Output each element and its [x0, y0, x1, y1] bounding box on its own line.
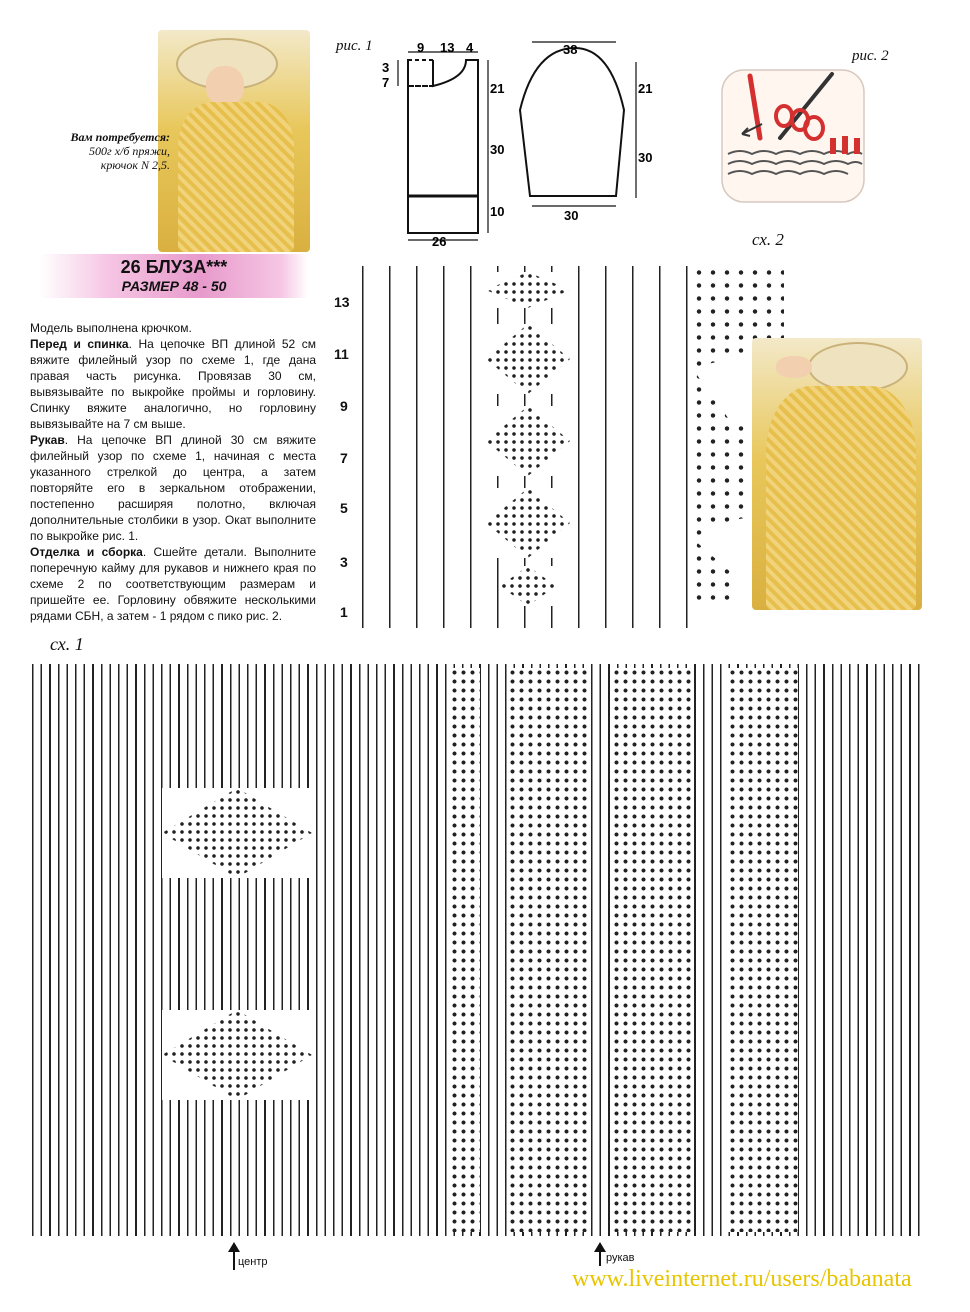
watermark: www.liveinternet.ru/users/babanata	[566, 1266, 918, 1293]
neck-dim-2: 7	[382, 75, 390, 90]
model-photo-back	[752, 338, 922, 610]
scheme1-label: сх. 1	[50, 634, 84, 654]
scheme1-large-motif	[162, 1010, 312, 1100]
body-top-dim-1: 9	[417, 40, 425, 55]
scheme1-motif-column	[450, 668, 480, 1232]
row-number-5: 5	[340, 500, 348, 516]
finish-text: . Сшейте детали. Выполните поперечную кайму для рукавов и нижнего края по схеме 2 по соответствующим размерам и пришейте ее. Горловину обвяжите несколькими рядами СБН, а затем - 1 рядом с пико рис. 2.	[30, 545, 316, 623]
instructions	[30, 320, 316, 624]
sleeve-dimension-lines	[532, 42, 636, 206]
scheme1-motif-column	[612, 668, 692, 1232]
sleeve-heading: Рукав	[30, 433, 65, 447]
scheme2-label: сх. 2	[752, 230, 784, 249]
row-number-9: 9	[340, 398, 348, 414]
row-number-1: 1	[340, 604, 348, 620]
body-right-dim-1: 21	[490, 81, 505, 96]
pattern-title: 26 БЛУЗА***	[120, 257, 228, 277]
neck-dim-1: 3	[382, 60, 390, 75]
finish-heading: Отделка и сборка	[30, 545, 143, 559]
sleeve-right-dim-2: 30	[638, 150, 653, 165]
sleeve-right-dim-1: 21	[638, 81, 653, 96]
row-number-7: 7	[340, 450, 348, 466]
scheme2-row-numbers	[334, 292, 356, 622]
row-number-11: 11	[334, 346, 349, 362]
materials-title: Вам потребуется:	[70, 130, 170, 144]
row-number-3: 3	[340, 554, 348, 570]
front-text: . На цепочке ВП длиной 52 см вяжите филейный узор по схеме 1, где дана правая часть рисунка. Провязав 30 см, вывязывайте по выкройке проймы и горловину. Спинку вяжите аналогично, но горловину вывязывайте на 7 см выше.	[30, 337, 316, 431]
scheme2-motif	[486, 406, 570, 476]
model-photo-front	[158, 30, 310, 252]
instructions-sleeve	[30, 432, 316, 544]
center-marker-label: центр	[238, 1256, 268, 1268]
front-heading: Перед и спинка	[30, 337, 129, 351]
title-banner	[40, 254, 308, 298]
scheme2-stitch-chart	[362, 266, 692, 628]
sleeve-pattern-piece	[520, 48, 624, 196]
body-dimension-lines	[398, 52, 488, 240]
body-bottom-dim: 26	[432, 234, 447, 249]
body-right-dim-2: 30	[490, 142, 505, 157]
materials-hook: крючок N 2,5.	[100, 158, 170, 172]
fig2-picot-illustration	[720, 68, 866, 204]
scheme2-motif	[486, 324, 570, 394]
scheme2-motif	[486, 488, 570, 558]
fig2-label: рис. 2	[852, 48, 889, 64]
row-number-13: 13	[334, 294, 350, 310]
scheme1-motif-column	[508, 668, 588, 1232]
instructions-intro: Модель выполнена крючком.	[30, 321, 192, 335]
sleeve-bottom-dim: 30	[564, 208, 579, 223]
instructions-front-back	[30, 336, 316, 432]
instructions-finishing	[30, 544, 316, 624]
body-top-dim-2: 13	[440, 40, 455, 55]
sleeve-marker-label: рукав	[606, 1252, 635, 1264]
body-right-dim-3: 10	[490, 204, 505, 219]
sleeve-text: . На цепочке ВП длиной 30 см вяжите филейный узор по схеме 1, начиная с места указанного стрелкой до центра, а затем повторяйте его в зеркальном отображении, постепенно расширяя полотно, включая дополнительные столбики в узор. Окат выполните по выкройке рис. 1.	[30, 433, 316, 543]
scheme1-stitch-chart	[32, 664, 922, 1236]
body-top-dim-3: 4	[466, 40, 474, 55]
scheme1-motif-column	[728, 668, 798, 1232]
scheme2-motif	[500, 566, 556, 606]
pattern-size: РАЗМЕР 48 - 50	[121, 278, 227, 294]
scheme1-large-motif	[162, 788, 312, 878]
sleeve-top-dim: 38	[563, 42, 578, 57]
body-pattern-piece	[408, 59, 478, 233]
materials-yarn: 500г х/б пряжи,	[89, 144, 170, 158]
scheme2-motif	[486, 272, 570, 308]
fig1-label: рис. 1	[336, 38, 373, 54]
materials-note	[40, 130, 170, 172]
fig1-schematic	[370, 38, 670, 250]
